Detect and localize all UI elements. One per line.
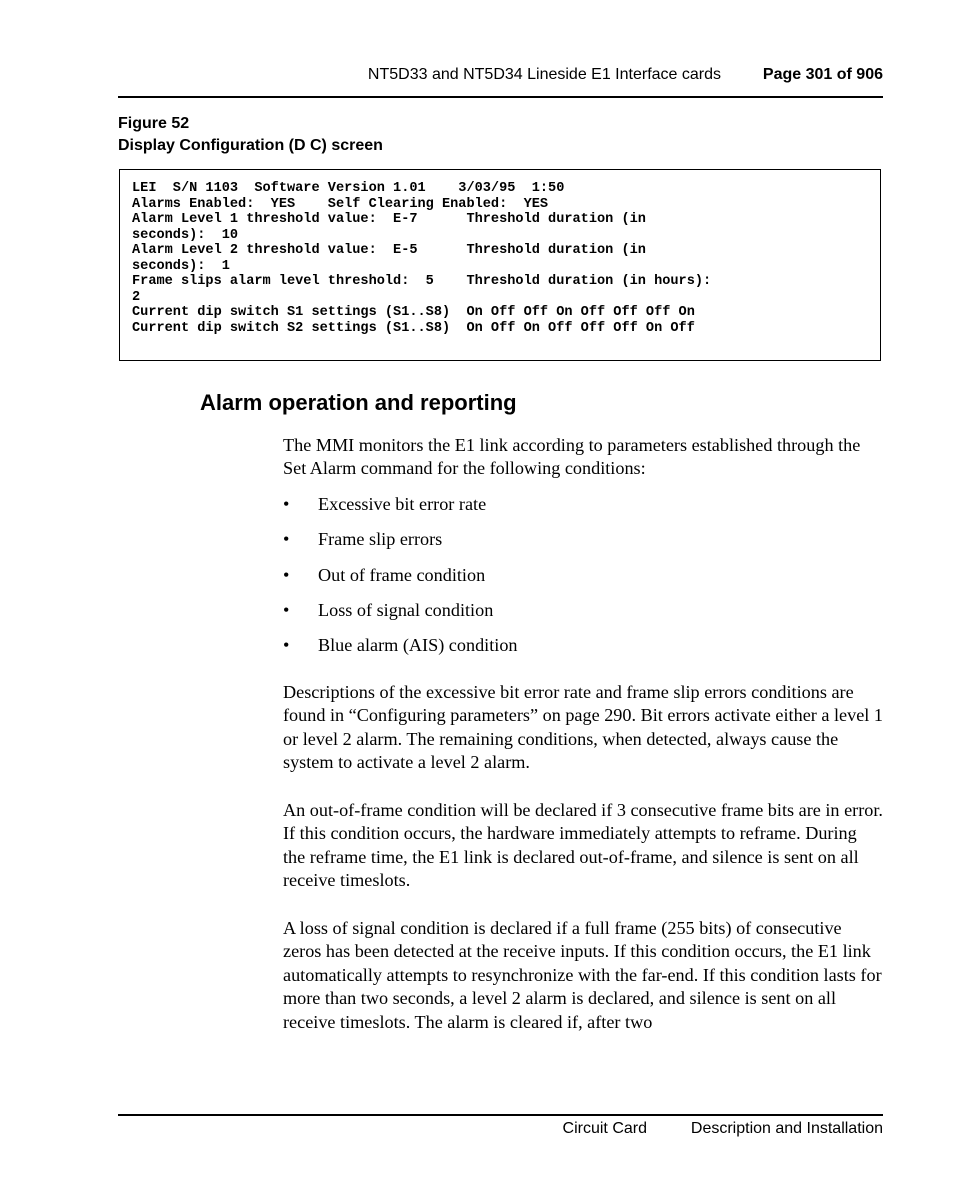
bullet-marker: •: [283, 564, 290, 585]
configuration-screen: [119, 169, 881, 361]
footer-right: Description and Installation: [690, 1120, 883, 1137]
page-header: [118, 62, 883, 98]
list-item: [283, 528, 883, 563]
bullet-marker: •: [283, 494, 290, 514]
screen-line: Current dip switch S2 settings (S1..S8) On Off On Off Off Off On Off: [132, 320, 695, 336]
bullet-marker: •: [283, 599, 290, 620]
list-item-text: Blue alarm (AIS) condition: [318, 635, 518, 656]
page-number: Page 301 of 906: [762, 66, 883, 83]
screen-line: Current dip switch S1 settings (S1..S8) On Off Off On Off Off Off On: [132, 305, 695, 320]
screen-line: seconds): 10: [132, 227, 239, 243]
list-item: [283, 634, 883, 669]
list-item-text: Excessive bit error rate: [318, 494, 487, 514]
conditions-list: [283, 493, 883, 669]
figure-number: Figure 52: [118, 115, 190, 132]
section-heading: Alarm operation and reporting: [200, 390, 517, 415]
figure-caption: Display Configuration (D C) screen: [118, 137, 383, 154]
screen-line: LEI S/N 1103 Software Version 1.01 3/03/95 1:50: [132, 181, 565, 196]
paragraph-out-of-frame: An out-of-frame condition will be declared if 3 consecutive frame bits are in error. If this condition occurs, the hardware immediately attempts to reframe. During the reframe time, the E1 link is declared out-of-frame, and silence is sent on all receive timeslots.: [283, 800, 883, 891]
list-item-text: Frame slip errors: [318, 529, 443, 550]
screen-line: seconds): 1: [132, 258, 230, 274]
list-item-text: Out of frame condition: [318, 564, 486, 585]
list-item: [283, 493, 883, 528]
page-footer: [118, 1114, 883, 1146]
intro-paragraph: The MMI monitors the E1 link according to parameters established through the Set Alarm command for the following conditions:: [283, 435, 861, 479]
list-item: [283, 564, 883, 599]
document-title: NT5D33 and NT5D34 Lineside E1 Interface cards: [367, 66, 721, 83]
screen-line: 2: [132, 289, 141, 305]
screen-line: Frame slips alarm level threshold: 5 Threshold duration (in hours):: [132, 274, 712, 289]
bullet-marker: •: [283, 635, 290, 656]
list-item-text: Loss of signal condition: [318, 599, 494, 620]
bullet-marker: •: [283, 529, 290, 550]
list-item: [283, 599, 883, 634]
footer-left: Circuit Card: [562, 1120, 647, 1137]
paragraph-alarm-conditions: Descriptions of the excessive bit error rate and frame slip errors conditions are found in “Configuring parameters” on page 290. Bit errors activate either a level 1 or level 2 alarm. The remaining conditions, when detected, always cause the system to activate a level 2 alarm.: [283, 682, 883, 773]
figure-label: [118, 113, 383, 157]
screen-line: Alarm Level 1 threshold value: E-7 Threshold duration (in: [132, 212, 646, 227]
paragraph-loss-of-signal: A loss of signal condition is declared if a full frame (255 bits) of consecutive zeros has been detected at the receive inputs. If this condition occurs, the E1 link automatically attempts to resynchronize with the far-end. If this condition lasts for more than two seconds, a level 2 alarm is declared, and silence is sent on all receive timeslots. The alarm is cleared if, after two: [283, 918, 882, 1032]
screen-line: Alarms Enabled: YES Self Clearing Enabled: YES: [132, 196, 549, 212]
screen-line: Alarm Level 2 threshold value: E-5 Threshold duration (in: [132, 243, 646, 258]
